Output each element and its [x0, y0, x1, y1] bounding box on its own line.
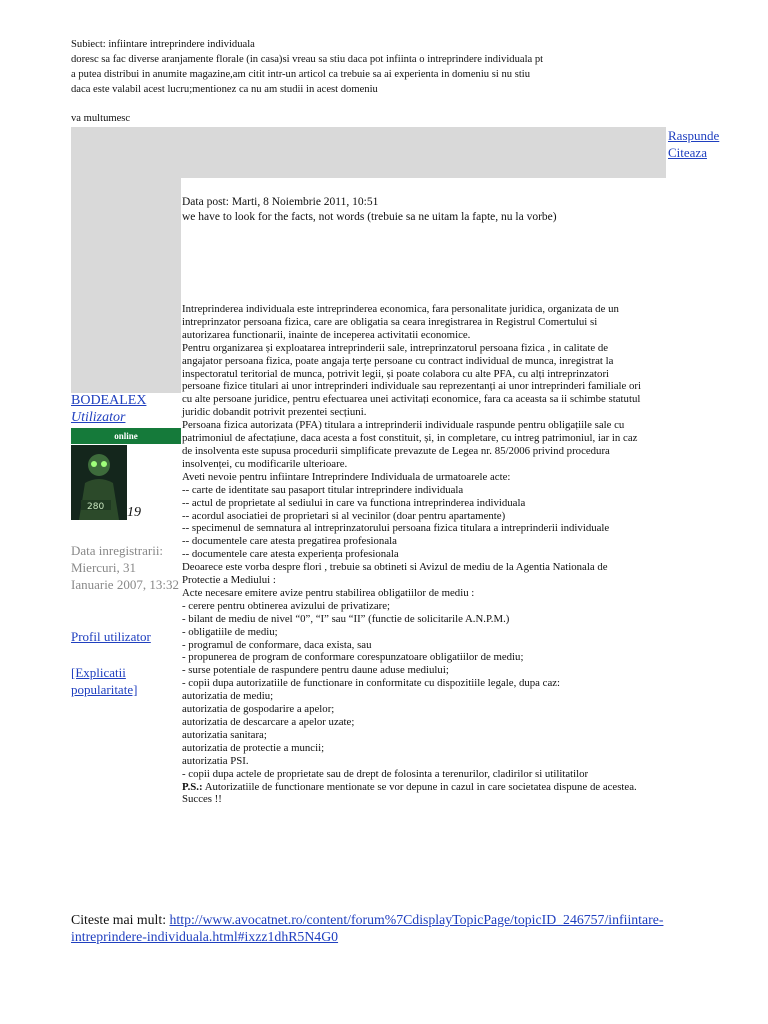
post-body	[182, 303, 768, 806]
post-date: Data post: Marti, 8 Noiembrie 2011, 10:51	[182, 196, 379, 208]
post-closing: Succes !!	[182, 793, 222, 806]
post-line: - surse potentiale de raspundere pentru daune aduse mediului;	[182, 664, 449, 677]
post-ps	[182, 781, 768, 794]
question-text	[71, 37, 671, 97]
post-line: persoane fizice titulari ai unor intreprinderi individuale sau reprezentanți ai unor intreprinderi familiale ori	[182, 380, 641, 393]
user-sidebar-band	[71, 178, 181, 393]
post-line: Pentru organizarea și exploatarea intreprinderii sale, intreprinzatorul persoana fizica , in calitate de	[182, 341, 609, 354]
post-line: intreprinzator persoana fizica, care are obligatia sa ceara inregistrarea in Registrul Comertului si	[182, 315, 598, 328]
post-meta	[182, 195, 557, 225]
post-line: -- documentele care atesta pregatirea profesionala	[182, 535, 397, 548]
post-line: -- documentele care atesta experiența profesionala	[182, 548, 399, 561]
question-line: a putea distribui in anumite magazine,am citit intr-un articol ca trebuie sa ai experienta in domeniu si nu stiu	[71, 69, 531, 80]
post-line: autorizarea functionarii, inainte de inceperea activitatii economice.	[182, 328, 471, 341]
read-more-prefix: Citeste mai mult:	[71, 912, 167, 927]
post-line: - programul de conformare, daca exista, sau	[182, 638, 372, 651]
post-line: autorizatia PSI.	[182, 754, 249, 767]
popularity-link[interactable]: [Explicatii popularitate]	[71, 665, 138, 697]
post-line: -- carte de identitate sau pasaport titular intreprindere individuala	[182, 483, 464, 496]
post-signature: we have to look for the facts, not words (trebuie sa ne uitam la fapte, nu la vorbe)	[182, 211, 557, 223]
post-line: Aveti nevoie pentru infiintare Intreprindere Individuala de urmatoarele acte:	[182, 470, 511, 483]
post-line: -- actul de proprietate al sediului in care va functiona intreprinderea individuala	[182, 496, 526, 509]
post-line: Deoarece este vorba despre flori , trebuie sa obtineti si Avizul de mediu de la Agentia Nationala de	[182, 561, 608, 574]
question-line: doresc sa fac diverse aranjamente florale (in casa)si vreau sa stiu daca pot infiinta o intreprindere individuala pt	[71, 54, 544, 65]
post-line: autorizatia sanitara;	[182, 728, 267, 741]
user-rank: 19	[127, 505, 141, 520]
post-line: patrimoniul de afectațiune, daca acesta a fost constituit, și, in completare, cu intreg patrimoniul, iar in caz	[182, 432, 638, 445]
read-more	[71, 911, 761, 945]
ps-text: Autorizatiile de functionare mentionate se vor depune in cazul in care societatea dispune de acestea.	[204, 780, 637, 793]
post-line: autorizatia de descarcare a apelor uzate;	[182, 716, 355, 728]
post-line: juridic dobandit potrivit prezentei secțiuni.	[182, 406, 367, 419]
post-line: -- specimenul de semnatura al intreprinzatorului persoana fizica titulara a intreprinderii individuale	[182, 522, 610, 535]
post-header-band	[71, 127, 666, 178]
read-more-link-cont[interactable]: intreprindere-individuala.html#ixzz1dhR5N4G0	[71, 929, 339, 944]
profile-link[interactable]: Profil utilizator	[71, 629, 151, 644]
post-line: autorizatia de gospodarire a apelor;	[182, 703, 335, 716]
post-line: de insolventa este supusa procedurii simplificate prevazute de Legea nr. 85/2006 privind procedura	[182, 444, 610, 457]
post-line: - cerere pentru obtinerea avizului de privatizare;	[182, 599, 391, 612]
post-line: Persoana fizica autorizata (PFA) titulara a intreprinderii individuale raspunde pentru obligațiile sale cu	[182, 419, 625, 432]
read-more-link[interactable]: http://www.avocatnet.ro/content/forum%7CdisplayTopicPage/topicID_246757/infiintare-	[169, 912, 664, 927]
reply-link[interactable]: Raspunde	[668, 128, 720, 143]
post-line: - copii dupa autorizatiile de functionare in conformitate cu dispozitiile legale, dupa caz:	[182, 677, 561, 690]
question-line: daca este valabil acest lucru;mentionez ca nu am studii in acest domeniu	[71, 84, 378, 95]
post-line: insolvenței, cu modificarile ulterioare.	[182, 457, 348, 470]
username-link[interactable]: BODEALEX	[71, 393, 147, 408]
registration-date: Data inregistrarii: Miercuri, 31 Ianuarie 2007, 13:32	[71, 543, 179, 592]
post-line: Protectie a Mediului :	[182, 574, 276, 587]
svg-text:280: 280	[87, 502, 105, 512]
post-line: Intreprinderea individuala este intreprinderea economica, fara personalitate juridica, organizata de un	[182, 303, 619, 315]
avatar	[71, 445, 127, 520]
post-line: - propunerea de program de conformare corespunzatoare obligatiilor de mediu;	[182, 651, 524, 664]
post-line: -- acordul asociatiei de proprietari si al vecinilor (doar pentru apartamente)	[182, 509, 506, 522]
post-line: - copii dupa actele de proprietate sau de drept de folosinta a terenurilor, cladirilor si utilitatilor	[182, 767, 589, 780]
online-status-badge: online	[71, 428, 181, 444]
post-line: Acte necesare emitere avize pentru stabilirea obligatiilor de mediu :	[182, 586, 475, 599]
post-line: autorizatia de mediu;	[182, 690, 274, 703]
post-line: - bilant de mediu de nivel “0”, “I” sau “II” (functie de solicitarile A.N.P.M.)	[182, 612, 510, 625]
question-thanks: va multumesc	[71, 113, 131, 124]
post-line: - obligatiile de mediu;	[182, 625, 278, 638]
question-line: Subiect: infiintare intreprindere individuala	[71, 39, 255, 50]
post-line: cu alte persoane juridice, pentru efectuarea unei activitați economice, fara ca aceasta sa ii schimbe statutul	[182, 393, 641, 406]
post-line: angajator persoana fizica, poate angaja terțe persoane cu contract individual de munca, inregistrat la	[182, 354, 614, 367]
post-line: autorizatia de protectie a muncii;	[182, 741, 325, 754]
quote-link[interactable]: Citeaza	[668, 145, 707, 160]
post-line: inspectoratul teritorial de munca, potrivit legii, și poate colabora cu alte PFA, cu alți intreprinzatori	[182, 367, 610, 380]
user-role: Utilizator	[71, 410, 126, 425]
post-actions	[668, 127, 719, 161]
ps-label: P.S.:	[182, 780, 203, 793]
avatar-image	[71, 445, 127, 520]
